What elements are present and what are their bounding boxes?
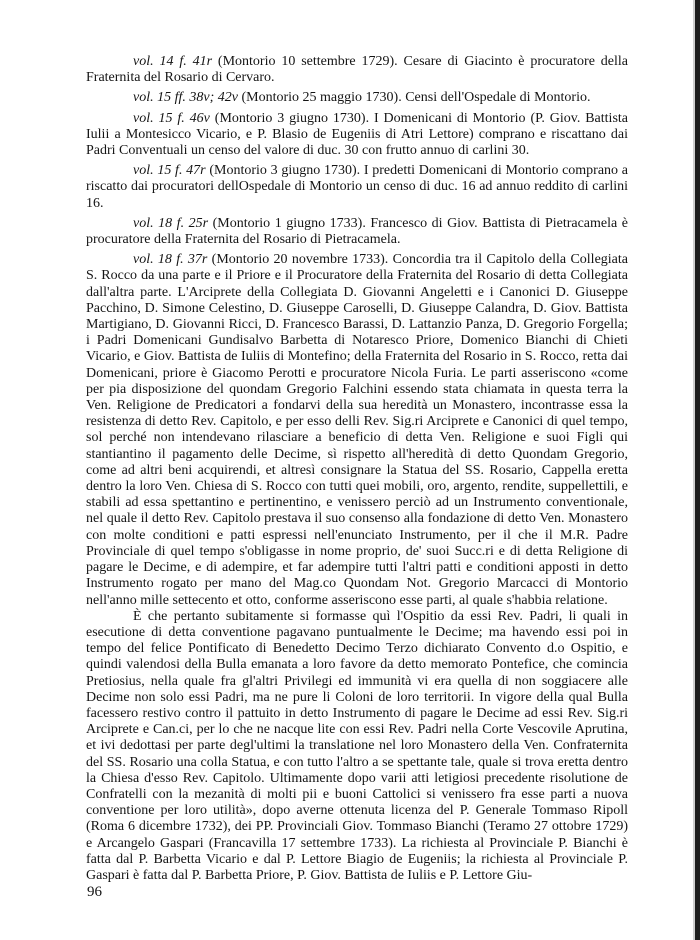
entry-text: (Montorio 1 giugno 1733). Francesco di Giov. Battista di Pietracamela è procuratore della Fraternita del Rosario di Pietracamela.: [86, 215, 628, 248]
entry-vol15-f46v: [86, 111, 628, 160]
entry-text: (Montorio 25 maggio 1730). Censi dell'Ospedale di Montorio.: [237, 90, 591, 106]
entry-vol14-f41r: [86, 54, 628, 86]
archive-reference: vol. 15 f. 47r: [133, 163, 206, 179]
entry-continuation-paragraph: È che pertanto subitamente si formasse quì l'Ospitio da essi Rev. Padri, li quali in esecutione di detta conventione pagavano puntualmente le Decime; ma havendo essi poi in tempo del felice Pontificato di Benedetto Decimo Terzo dichiarato Convento d.o Ospitio, e quindi valendosi della Bulla emanata a loro favore da detto memorato Pontefice, che comincia Pretiosius, nella quale fra gl'altri Privilegi ed immunità vi era quella di non soggiacere alle Decime non solo essi Padri, ma ne pure li Coloni de loro territorii. In vigore della qual Bulla facessero restivo contro il pattuito in detto Instrumento di pagare le Decime ad essi Rev. Sig.ri Arciprete e Can.ci, per lo che ne nacque lite con essi Rev. Padri nella Corte Vescovile Aprutina, et ivi dedottasi per parte degl'ultimi la translatione nel loro Monastero della Ven. Confraternita del SS. Rosario una colla Statua, e con tutto l'altro a se spettante tale, quale si trova eretta dentro la Chiesa d'esso Rev. Capitolo. Ultimamente dopo varii atti letigiosi precedente risolutione de Confratelli con la mezanità di molti pii e buoni Cattolici si venissero fra esse parti a nuova conventione per loro utilità», dopo averne ottenuta licenza del P. Generale Tommaso Ripoll (Roma 6 dicembre 1732), dei PP. Provinciali Giov. Tommaso Bianchi (Teramo 27 ottobre 1729) e Arcangelo Gaspari (Francavilla 17 settembre 1733). La richiesta al Provinciale P. Bianchi è fatta dal P. Barbetta Vicario e dal P. Lettore Biagio de Eugeniis; la richiesta al Provinciale P. Gaspari è fatta dal P. Barbetta Priore, P. Giov. Battista de Iuliis e P. Lettore Giu-: [86, 608, 628, 883]
archive-reference: vol. 15 f. 46v: [133, 110, 210, 126]
archive-reference: vol. 15 ff. 38v; 42v: [133, 90, 238, 106]
entry-vol18-f37r: [86, 252, 628, 608]
archive-reference: vol. 18 f. 25r: [133, 215, 209, 231]
entry-text: (Montorio 10 settembre 1729). Cesare di Giacinto è procuratore della Fraternita del Rosario di Cervaro.: [86, 54, 628, 86]
archive-reference: vol. 14 f. 41r: [133, 54, 213, 69]
page-number: 96: [87, 884, 102, 900]
entry-text: (Montorio 20 novembre 1733). Concordia tra il Capitolo della Collegiata S. Rocco da una parte e il Priore e il Procuratore della Fraternita del Rosario di detta Collegiata dall'altra parte. L'Arciprete della Collegiata D. Giovanni Angeletti e i Canonici D. Giuseppe Pacchino, D. Simone Celestino, D. Giuseppe Caroselli, D. Giuseppe Calandra, D. Giov. Battista Martigiano, D. Giovanni Ricci, D. Francesco Barassi, D. Lattanzio Panza, D. Gregorio Forgella; i Padri Domenicani Gundisalvo Barbetta di Notaresco Priore, Domenico Bianchi di Chieti Vicario, e Giov. Battista de Iuliis di Montefino; della Fraternita del Rosario in S. Rocco, retta dai Domenicani, priore è Giacomo Perotti e procuratore Nicola Furia. Le parti asseriscono «come per pia disposizione del quondam Gregorio Falchini essendo stata chiamata in questa terra la Ven. Religione de Predicatori a fondarvi della sua heredità un Monastero, incontrasse essa la resistenza di detto Rev. Capitolo, e per esso delli Rev. Sig.ri Arciprete e Canonici di quel tempo, sol perché non intendevano rilasciare a beneficio di detta Ven. Religione e suoi Figli qui stantiantino il pagamento delle Decime, sì rispetto all'heredità di detto Quondam Gregorio, come ad altri beni acquirendi, et altresì consignare la Statua del SS. Rosario, Cappella eretta dentro la loro Ven. Chiesa di S. Rocco con tutti quei mobili, oro, argento, rendite, suppellettili, e stabili ad essa spettantino e pertinentino, e venissero perciò ad un Instrumento conventionale, nel quale il detto Rev. Capitolo prestava il suo consenso alla fondazione di detto Ven. Monastero con molte conditioni e patti espressi nell'enunciato Instrumento, per il che il M.R. Padre Provinciale di quel tempo s'obligasse in nome proprio, de' suoi Succ.ri e di detta Religione di pagare le Decime, e di adempire, et far adempire tutti l'altri patti e conditioni apposti in detto Instrumento rogato per mano del Mag.co Quondam Not. Gregorio Marcacci di Montorio nell'anno mille settecento et otto, conforme asseriscono esse parti, al quale s'habbia relatione.: [86, 252, 628, 608]
entry-vol18-f25r: [86, 216, 628, 248]
entry-vol15-f47r: [86, 163, 628, 212]
entry-text: (Montorio 3 giugno 1730). I predetti Domenicani di Montorio comprano a riscatto dai procuratori dellOspedale di Montorio un censo di duc. 16 ad annuo reddito di carlini 16.: [86, 163, 628, 211]
entry-vol15-ff38v-42v: [86, 90, 628, 106]
entry-text: (Montorio 3 giugno 1730). I Domenicani di Montorio (P. Giov. Battista Iulii a Montesicco Vicario, e P. Blasio de Eugeniis di Atri Lettore) comprano e riscattano dai Padri Conventuali un censo del valore di duc. 30 con frutto annuo di carlini 30.: [86, 110, 628, 159]
book-spine-edge: [695, 0, 700, 940]
page-body: [86, 54, 628, 884]
archive-reference: vol. 18 f. 37r: [133, 252, 208, 268]
